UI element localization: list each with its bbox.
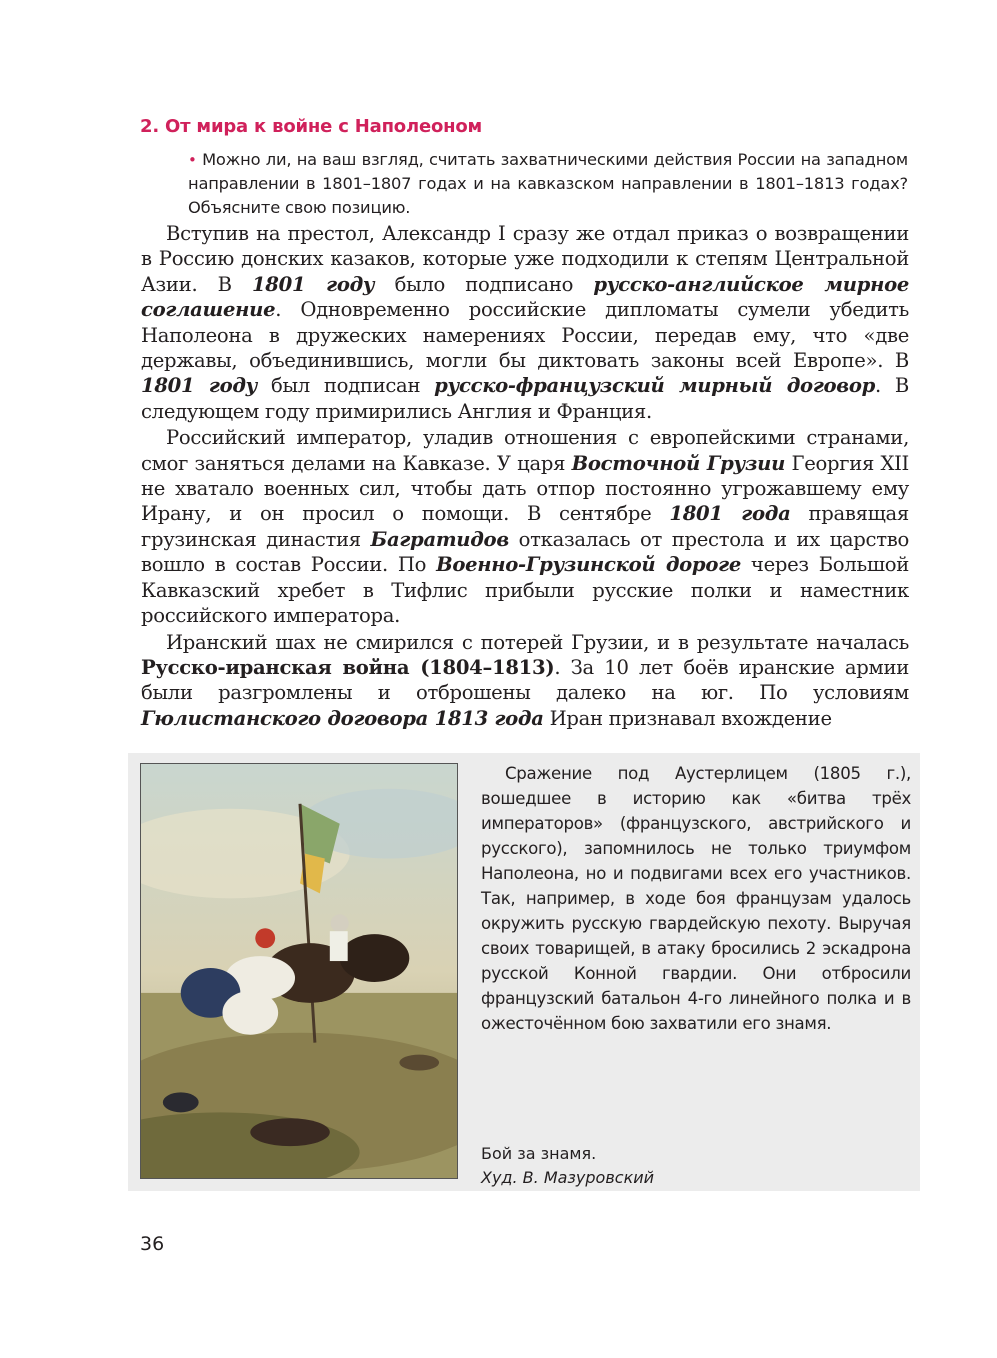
text-run: . Одновременно российские дипломаты сумели убедить Наполеона в дружеских намерениях России, передав ему, что «две державы, объединившись, могли бы диктовать законы всей Европе». В xyxy=(141,298,909,373)
emphasized-term: Восточной Грузии xyxy=(571,451,786,475)
emphasized-term: Гюлистанского договора 1813 года xyxy=(141,706,544,730)
text-run: отказалась от престола и их царство вошло в состав России. По xyxy=(141,527,909,577)
emphasized-term: 1801 году xyxy=(251,272,375,296)
text-run: через Большой Кавказский хребет в Тифлис прибыли русские полки и наместник российского императора. xyxy=(141,553,909,628)
emphasized-term: русско-английское мирное соглашение xyxy=(141,272,910,322)
page-number: 36 xyxy=(140,1233,165,1255)
emphasized-term: русско-французский мирный договор xyxy=(434,374,876,398)
emphasized-term: 1801 года xyxy=(669,502,791,526)
paragraph xyxy=(141,425,909,628)
battle-painting xyxy=(140,763,458,1179)
discussion-question xyxy=(188,148,908,221)
text-run: Российский император, уладив отношения с европейскими странами, смог заняться делами на Кавказе. У царя xyxy=(141,426,909,475)
emphasized-term: Военно-Грузинской дороге xyxy=(436,553,741,577)
battle-painting-image xyxy=(141,764,457,1178)
painting-author: Худ. В. Мазуровский xyxy=(481,1168,655,1187)
painting-title: Бой за знамя. xyxy=(481,1144,597,1163)
section-heading: 2. От мира к войне с Наполеоном xyxy=(140,116,483,137)
text-run: было подписано xyxy=(374,272,594,296)
text-run: Вступив на престол, Александр I сразу же отдал приказ о возвращении в Россию донских казаков, которые уже подходили к степям Центральной Азии. В xyxy=(141,222,909,296)
text-run: правящая грузинская династия xyxy=(141,502,909,551)
text-run: Иран признавал вхождение xyxy=(543,706,832,730)
paragraph xyxy=(141,630,909,732)
paragraph xyxy=(141,221,909,424)
main-text xyxy=(141,221,909,731)
emphasized-term: Русско-иранская война (1804–1813) xyxy=(141,655,555,679)
text-run: Георгия XII не хватало военных сил, чтобы дать отпор постоянно угрожавшему ему Ирану, и он просил о помощи. В сентябре xyxy=(141,451,909,526)
text-run: был подписан xyxy=(257,374,435,398)
emphasized-term: Багратидов xyxy=(370,527,509,551)
illustration-caption: Сражение под Аустерлицем (1805 г.), вошедшее в историю как «битва трёх императоров» (французского, австрийского и русского), запомнилось не только триумфом Наполеона, но и подвигами всех его участников. Так, например, в ходе боя французам удалось окружить русскую гвардейскую пехоту. Выручая своих товарищей, в атаку бросились 2 эскадрона русской Конной гвардии. Они отбросили французский батальон 4-го линейного полка и в ожесточённом бою захватили его знамя. xyxy=(481,764,911,1033)
question-text: Можно ли, на ваш взгляд, считать захватническими действия России на западном направлении в 1801–1807 годах и на кавказском направлении в 1801–1813 годах? Объясните свою позицию. xyxy=(188,150,908,218)
text-run: Иранский шах не смирился с потерей Грузии, и в результате началась xyxy=(166,630,909,654)
text-run: . За 10 лет боёв иранские армии были разгромлены и отброшены далеко на юг. По условиям xyxy=(141,655,909,705)
text-run: . В следующем году примирились Англия и Франция. xyxy=(141,374,909,423)
emphasized-term: 1801 году xyxy=(141,374,258,398)
question-bullet: • xyxy=(188,151,197,169)
illustration-box xyxy=(128,753,920,1191)
